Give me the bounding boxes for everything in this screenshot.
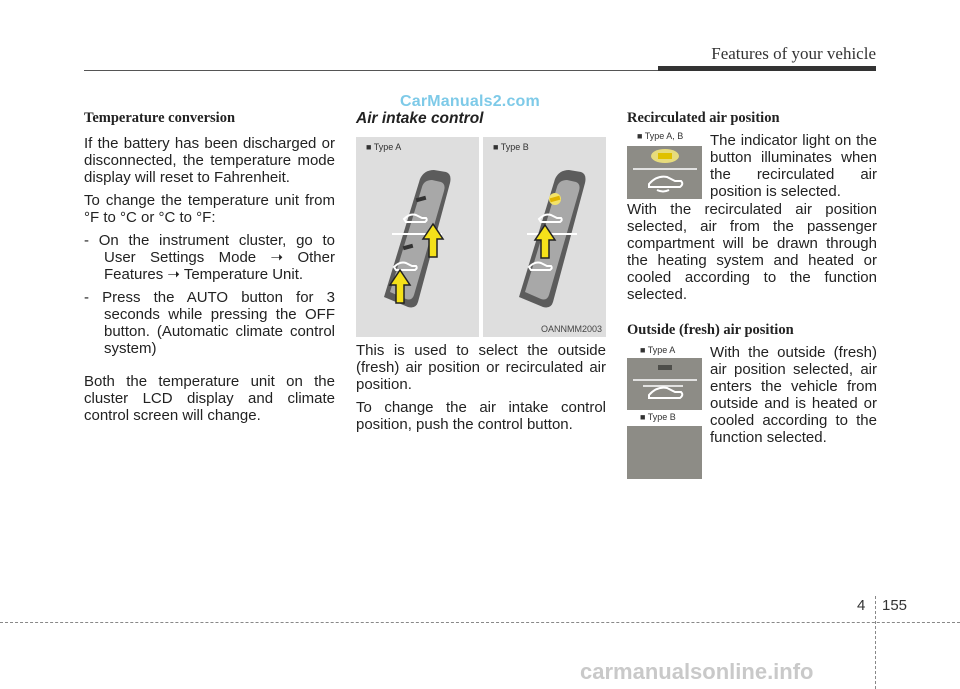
recirc-type-label: ■ Type A, B: [637, 131, 684, 141]
paragraph: If the battery has been discharged or disconnected, the temperature mode display will reset to Fahrenheit.: [84, 135, 335, 186]
paragraph: To change the temperature unit from °F to °C or °C to °F:: [84, 192, 335, 226]
air-intake-figure: [356, 137, 606, 337]
watermark: CarManuals2.com: [400, 93, 540, 110]
column-air-intake-control: [356, 110, 606, 127]
heading-outside-air: Outside (fresh) air position: [627, 322, 794, 338]
figure-code: OANNMM2003: [540, 324, 602, 334]
fresh-air-button-type-a-image: [627, 358, 702, 410]
fresh-type-a-label: ■ Type A: [640, 345, 676, 355]
header-rule-accent: [658, 66, 876, 71]
chapter-number: 4: [857, 597, 866, 614]
button-type-a-illustration: [356, 137, 479, 337]
figure-panel-type-b: [483, 137, 606, 337]
column-temperature-conversion: [84, 110, 335, 430]
recirculated-air-button-image: [627, 146, 702, 199]
heading-air-intake-control: Air intake control: [356, 110, 484, 127]
footer-divider: [875, 596, 876, 689]
button-type-b-illustration: [483, 137, 606, 337]
recirc-details: With the recirculated air position selected, air from the passenger compartment will be drawn through the heating system and heated or cooled according to the function selected.: [627, 201, 877, 303]
footer-rule: [0, 622, 960, 623]
fresh-type-b-label: ■ Type B: [640, 412, 676, 422]
type-b-label: ■ Type B: [493, 142, 529, 152]
recirculated-air-icon: [627, 146, 702, 199]
paragraph: This is used to select the outside (fresh) air position or recirculated air position.: [356, 342, 606, 393]
fresh-description: With the outside (fresh) air position selected, air enters the vehicle from outside and is heated or cooled according to the function selected.: [710, 344, 877, 446]
air-intake-text: [356, 342, 606, 439]
page-number: 155: [882, 597, 908, 614]
list-item: - Press the AUTO button for 3 seconds while pressing the OFF button. (Automatic climate control system): [84, 289, 335, 357]
watermark-bottom: carmanualsonline.info: [580, 659, 814, 684]
fresh-air-icon: [627, 358, 702, 410]
list-item: - On the instrument cluster, go to User Settings Mode ➝ Other Features ➝ Temperature Unit.: [84, 232, 335, 283]
type-a-label: ■ Type A: [366, 142, 402, 152]
paragraph: Both the temperature unit on the cluster LCD display and climate control screen will change.: [84, 373, 335, 424]
figure-panel-type-a: [356, 137, 479, 337]
paragraph: To change the air intake control position, push the control button.: [356, 399, 606, 433]
heading-recirculated-air: Recirculated air position: [627, 110, 780, 126]
recirc-description: The indicator light on the button illuminates when the recirculated air position is selected.: [710, 132, 877, 200]
heading-temperature-conversion: Temperature conversion: [84, 110, 236, 126]
fresh-air-button-type-b-image: [627, 426, 702, 479]
section-title: Features of your vehicle: [711, 44, 876, 63]
